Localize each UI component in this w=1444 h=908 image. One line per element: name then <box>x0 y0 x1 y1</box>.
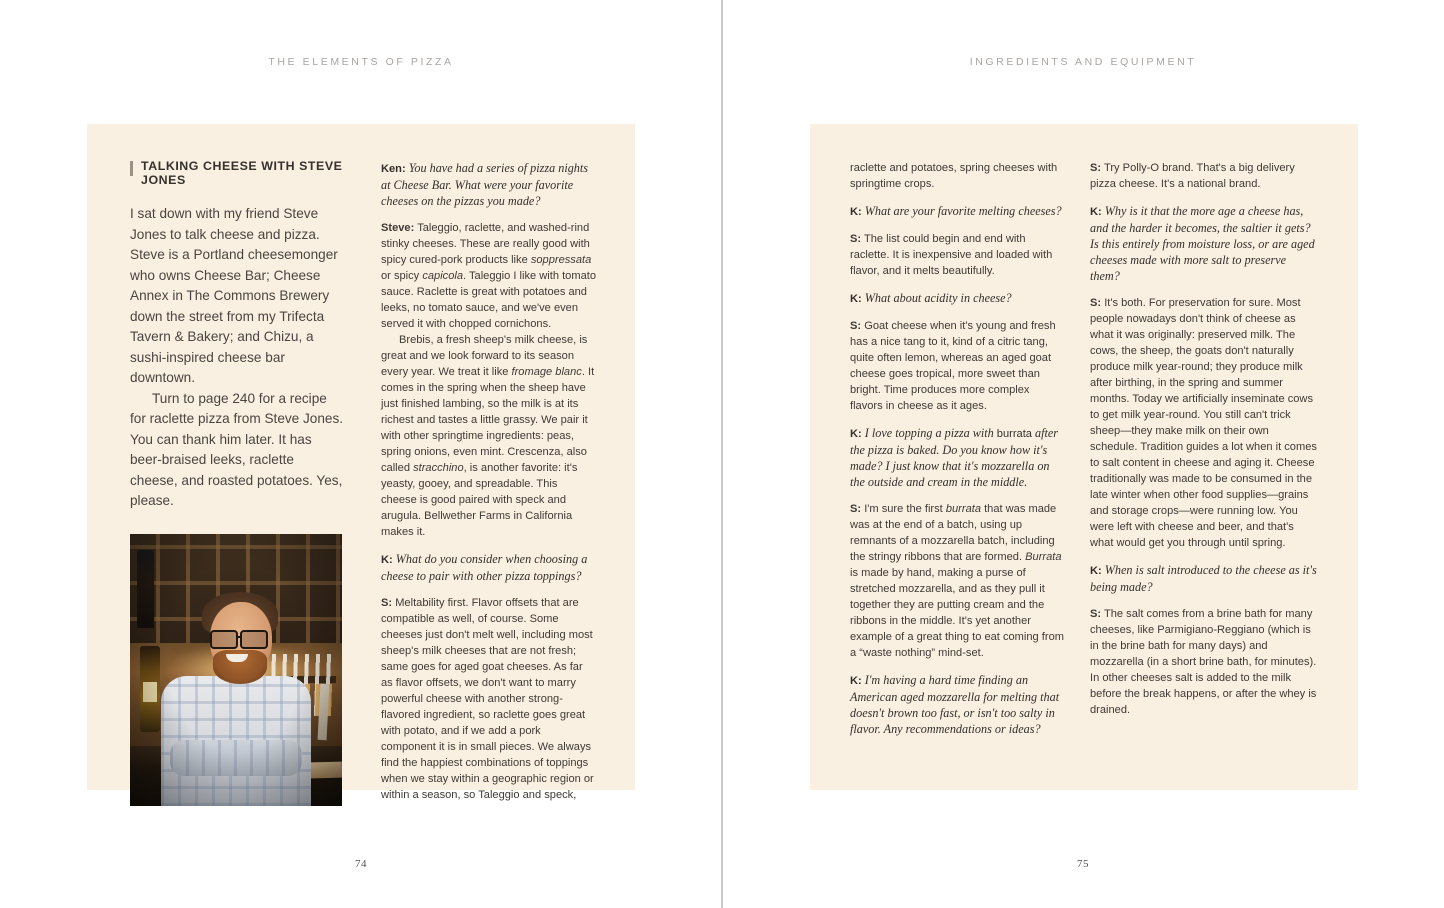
question-text: I love topping a pizza with burrata after the pizza is baked. Do you know how it's made? I just know that it's mozzarella on the outside and cream in the middle. <box>850 426 1059 489</box>
answer-text: I'm sure the first burrata that was made was at the end of a batch, using up remnants of a mozzarella batch, including the stringy ribbons that are formed. Burrata is made by hand, making a purse of stretched mozzarella, and as they pull it together they are putting cream and the ribbons in the middle. It's yet another example of a great thing to eat coming from a “waste nothing” mind-set. <box>850 503 1064 659</box>
speaker-label: Ken: <box>381 163 406 175</box>
speaker-label: S: <box>381 597 393 609</box>
interview-answer-continued <box>381 332 596 540</box>
speaker-label: K: <box>850 293 862 305</box>
foreign-term: burrata <box>945 503 981 515</box>
speaker-label: S: <box>850 320 862 332</box>
columns-left <box>87 124 635 801</box>
foreign-term: stracchino <box>413 462 464 474</box>
right-page <box>722 0 1444 908</box>
foreign-term: soppressata <box>530 254 592 266</box>
speaker-label: K: <box>850 428 862 440</box>
intro-paragraph: Turn to page 240 for a recipe for raclette pizza from Steve Jones. You can thank him later. It has beer-braised leeks, raclette cheese, and roasted potatoes. Yes, please. <box>130 390 344 509</box>
speaker-label: K: <box>1090 565 1102 577</box>
question-text: Why is it that the more age a cheese has, and the harder it becomes, the saltier it gets? Is this entirely from moisture loss, or are aged cheeses made with more salt to preserve them? <box>1090 204 1315 283</box>
speaker-label: S: <box>850 233 862 245</box>
interview-question <box>850 290 1064 307</box>
interview-question <box>1090 203 1318 284</box>
intro-text <box>130 204 345 512</box>
tint-panel-right <box>810 124 1358 790</box>
interview-answer <box>850 231 1064 279</box>
speaker-label: S: <box>850 503 862 515</box>
intro-paragraph: I sat down with my friend Steve Jones to talk cheese and pizza. Steve is a Portland cheesemonger who owns Cheese Bar; Cheese Annex in The Commons Brewery down the street from my Trifecta Tavern & Bakery; and Chizu, a sushi-inspired cheese bar downtown. <box>130 206 338 386</box>
speaker-label: Steve: <box>381 222 415 234</box>
interview-answer-continued <box>850 160 1064 192</box>
question-text: I'm having a hard time finding an American aged mozzarella for melting that doesn't brown too fast, or isn't too salty in flavor. Any recommendations or ideas? <box>850 673 1060 736</box>
speaker-label: K: <box>850 675 862 687</box>
question-text: What about acidity in cheese? <box>864 291 1012 305</box>
foreign-term: fromage blanc <box>511 366 582 378</box>
columns-right <box>810 124 1358 790</box>
interview-question <box>381 160 596 209</box>
speaker-label: S: <box>1090 297 1102 309</box>
answer-text: raclette and potatoes, spring cheeses with springtime crops. <box>850 162 1058 190</box>
interview-question <box>850 672 1064 737</box>
answer-text: Taleggio, raclette, and washed-rind stinky cheeses. These are really good with spicy cured-pork products like soppressata or spicy capicola. Taleggio I like with tomato sauce. Raclette is great with potatoes and leeks, no tomato sauce, and we've even served it with chopped cornichons. <box>381 222 597 330</box>
page-title: TALKING CHEESE WITH STEVE JONES <box>141 159 343 187</box>
interview-question <box>1090 562 1318 595</box>
interview-answer <box>381 220 596 332</box>
answer-text: Brebis, a fresh sheep's milk cheese, is great and we look forward to its season every year. We treat it like fromage blanc. It comes in the spring when the sheep have just finished lambing, so the milk is at its richest and tastes a little grassy. We pair it with other springtime ingredients: peas, spring onions, even mint. Crescenza, also called stracchino, is another favorite: it's yeasty, gooey, and spreadable. This cheese is good paired with speck and arugula. Bellwether Farms in California makes it. <box>381 334 595 538</box>
running-head-right: INGREDIENTS AND EQUIPMENT <box>969 56 1197 68</box>
interview-question <box>850 425 1064 490</box>
running-head-left: THE ELEMENTS OF PIZZA <box>268 56 454 68</box>
interview-answer <box>850 501 1064 661</box>
speaker-label: K: <box>1090 206 1102 218</box>
right-column-a <box>850 160 1064 737</box>
headline-block <box>130 160 345 187</box>
foreign-term: capicola <box>422 270 464 282</box>
speaker-label: S: <box>1090 162 1102 174</box>
question-text: What are your favorite melting cheeses? <box>864 204 1062 218</box>
answer-text: The list could begin and end with raclette. It is inexpensive and loaded with flavor, and it melts beautifully. <box>850 233 1053 277</box>
speaker-label: K: <box>850 206 862 218</box>
interview-question <box>850 203 1064 220</box>
question-text: You have had a series of pizza nights at Cheese Bar. What were your favorite cheeses on the pizzas you made? <box>381 161 589 208</box>
interview-answer <box>1090 160 1318 192</box>
photo-vignette <box>130 534 342 806</box>
right-column-b <box>1090 160 1318 718</box>
foreign-term: burrata <box>996 428 1032 440</box>
portrait-photo <box>130 534 342 806</box>
accent-bar-icon <box>130 161 133 176</box>
speaker-label: K: <box>381 554 393 566</box>
answer-text: The salt comes from a brine bath for many cheeses, like Parmigiano-Reggiano (which is in the brine bath for many days) and mozzarella (in a short brine bath, for minutes). In other cheeses salt is added to the milk before the break happens, or after the whey is drained. <box>1090 608 1317 716</box>
answer-text: Goat cheese when it's young and fresh has a nice tang to it, kind of a citric tang, quite often lemon, whereas an aged goat cheese goes tropical, more sweet than bright. Time produces more complex flavors in cheese as it ages. <box>850 320 1056 412</box>
page-number-left: 74 <box>355 858 367 870</box>
left-column-a <box>130 160 345 806</box>
tint-panel-left <box>87 124 635 801</box>
answer-text: It's both. For preservation for sure. Most people nowadays don't think of cheese as what it was originally: preserved milk. The cows, the sheep, the goats don't naturally produce milk year-round; they produce milk after birthing, in the spring and summer months. Today we artificially inseminate cows to get milk year-round. You still can't trick sheep—they make milk on their own schedule. Tradition guides a lot when it comes to salt content in cheese and aging it. Cheese traditionally was made to be consumed in the late winter when other food supplies—grains and storage crops—were running low. You were left with cheese and beer, and that's what would get you through until spring. <box>1090 297 1317 549</box>
interview-answer <box>1090 606 1318 718</box>
interview-answer <box>1090 295 1318 551</box>
speaker-label: S: <box>1090 608 1102 620</box>
question-text: What do you consider when choosing a cheese to pair with other pizza toppings? <box>381 552 588 583</box>
interview-answer <box>850 318 1064 414</box>
question-text: When is salt introduced to the cheese as it's being made? <box>1090 563 1317 594</box>
interview-question <box>381 551 596 584</box>
foreign-term: Burrata <box>1025 551 1062 563</box>
interview-answer <box>381 595 596 803</box>
answer-text: Try Polly-O brand. That's a big delivery pizza cheese. It's a national brand. <box>1090 162 1295 190</box>
left-column-b <box>381 160 596 803</box>
page-number-right: 75 <box>1077 858 1089 870</box>
answer-text: Meltability first. Flavor offsets that are compatible as well, of course. Some cheeses just don't melt well, including most sheep's milk cheeses that are not fresh; same goes for aged goat cheeses. As far as flavor offsets, we don't want to marry powerful cheese with another strong-flavored ingredient, so raclette goes great with potato, and if we add a pork component it is in small pieces. We always find the happiest combinations of toppings when we stay within a geographic region or within a season, so Taleggio and speck, <box>381 597 594 801</box>
